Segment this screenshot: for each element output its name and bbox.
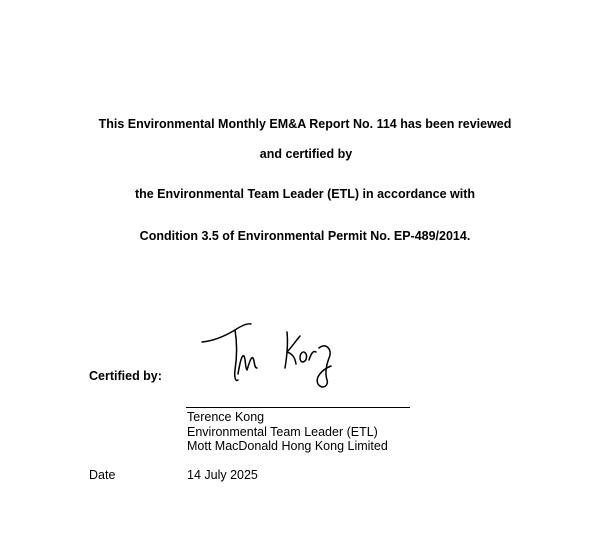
signatory-block: [187, 410, 388, 454]
statement-line-4: Condition 3.5 of Environmental Permit No. EP-489/2014.: [139, 229, 471, 243]
signature-icon: [195, 312, 345, 394]
signatory-company: Mott MacDonald Hong Kong Limited: [187, 439, 388, 453]
signatory-name: Terence Kong: [187, 410, 265, 424]
signature-line: [186, 407, 410, 408]
signatory-role: Environmental Team Leader (ETL): [187, 424, 378, 439]
certified-by-label: Certified by:: [89, 369, 162, 383]
statement-line-1: This Environmental Monthly EM&A Report No. 114 has been reviewed: [98, 117, 512, 131]
date-value: 14 July 2025: [187, 468, 258, 482]
date-label: Date: [89, 468, 116, 482]
statement-line-2: and certified by: [259, 147, 353, 161]
statement-line-3: the Environmental Team Leader (ETL) in accordance with: [134, 187, 476, 201]
